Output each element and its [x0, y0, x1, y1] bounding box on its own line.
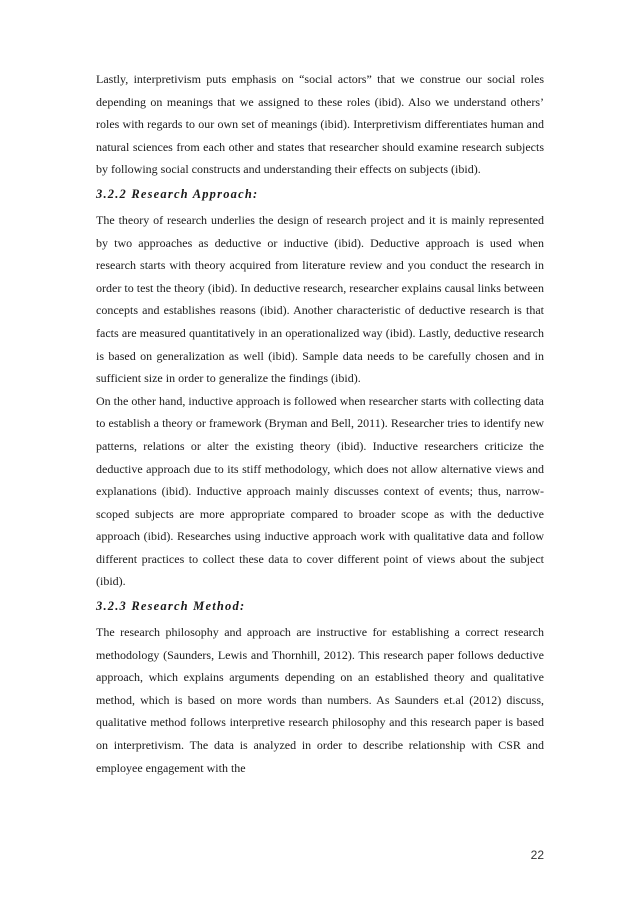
paragraph-deductive-approach: The theory of research underlies the design of research project and it is mainly represented by two approaches as deductive or inductive (ibid). Deductive approach is used when research starts with theory acquired from literature review and you conduct the research in order to test the theory (ibid). In deductive research, researcher explains causal links between concepts and establishes reasons (ibid). Another characteristic of deductive research is that facts are measured quantitatively in an operationalized way (ibid). Lastly, deductive research is based on generalization as well (ibid). Sample data needs to be carefully chosen and in sufficient size in order to generalize the findings (ibid). [96, 212, 544, 386]
section-heading-research-method: 3.2.3 Research Method: [96, 599, 246, 614]
page-number: 22 [530, 848, 544, 862]
paragraph-research-method: The research philosophy and approach are instructive for establishing a correct research methodology (Saunders, Lewis and Thornhill, 2012). This research paper follows deductive approach, which explains arguments depending on an established theory and qualitative method, which is based on more words than numbers. As Saunders et.al (2012) discuss, qualitative method follows interpretive research philosophy and this research paper is based on interpretivism. The data is analyzed in order to describe relationship with CSR and employee engagement with the [96, 625, 544, 775]
paragraph-interpretivism: Lastly, interpretivism puts emphasis on “social actors” that we construe our social roles depending on meanings that we assigned to these roles (ibid). Also we understand others’ roles with regards to our own set of meanings (ibid). Interpretivism differentiates human and natural sciences from each other and states that researcher should examine research subjects by following social constructs and understanding their effects on subjects (ibid). [96, 72, 544, 177]
page-content [96, 68, 544, 779]
section-heading-research-approach: 3.2.2 Research Approach: [96, 186, 259, 201]
paragraph-inductive-approach: On the other hand, inductive approach is followed when researcher starts with collecting data to establish a theory or framework (Bryman and Bell, 2011). Researcher tries to identify new patterns, relations or alter the existing theory (ibid). Inductive researchers criticize the deductive approach due to its stiff methodology, which does not allow alternative views and explanations (ibid). Inductive approach mainly discusses context of events; thus, narrow-scoped subjects are more appropriate compared to broader scope as with the deductive approach (ibid). Researches using inductive approach work with qualitative data and follow different practices to collect these data to cover different point of views about the subject (ibid). [96, 393, 544, 589]
